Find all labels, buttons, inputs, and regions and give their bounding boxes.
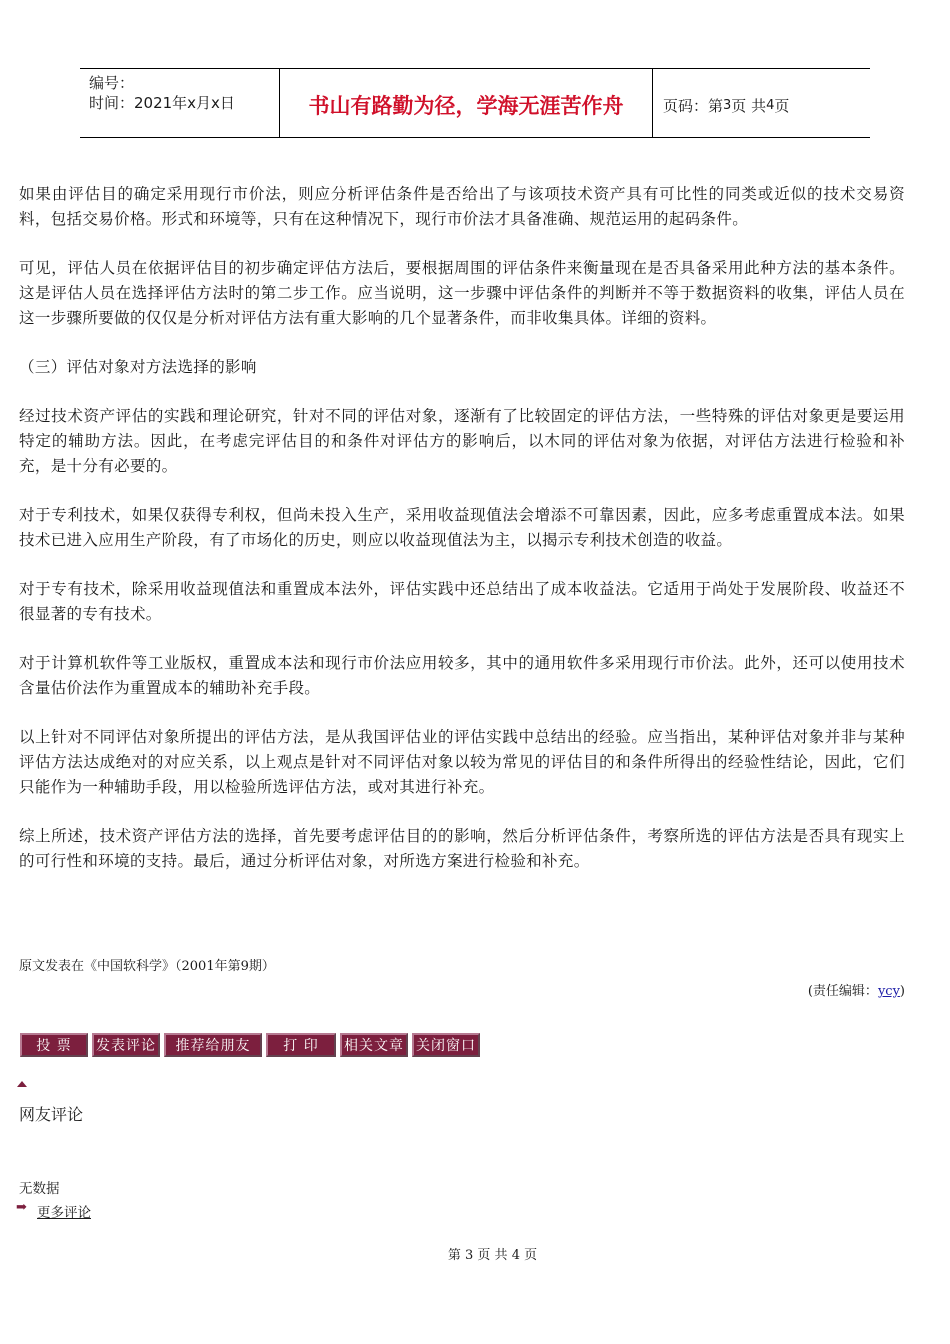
more-comments-link[interactable]: 更多评论 [37, 1205, 91, 1221]
header-page-info [653, 69, 870, 137]
source-note: 原文发表在《中国软科学》（2001年第9期） [19, 959, 275, 974]
post-comment-button[interactable]: 发表评论 [92, 1033, 160, 1057]
paragraph: 对于专利技术，如果仅获得专利权，但尚未投入生产，采用收益现值法会增添不可靠因素，因此，应多考虑重置成本法。如果技术已进入应用生产阶段，有了市场化的历史，则应以收益现值法为主，以揭示专利技术创造的收益。 [19, 506, 905, 549]
comments-title: 网友评论 [19, 1105, 84, 1124]
page-label: 页码：第 [663, 96, 724, 115]
page-of: 页 共 [731, 96, 767, 115]
editor-suffix: ) [899, 984, 905, 999]
page-footer: 第 3 页 共 4 页 [447, 1248, 538, 1263]
comments-empty: 无数据 [19, 1181, 60, 1197]
page-end: 页 [774, 96, 790, 115]
editor-link[interactable]: ycy [877, 984, 900, 999]
page-current: 3 [723, 97, 732, 113]
related-articles-button[interactable]: 相关文章 [340, 1033, 408, 1057]
editor-credit [808, 983, 905, 1001]
paragraph: 如果由评估目的确定采用现行市价法，则应分析评估条件是否给出了与该项技术资产具有可比性的同类或近似的技术交易资料，包括交易价格。形式和环境等，只有在这种情况下，现行市价法才具备准确、规范运用的起码条件。 [19, 185, 905, 228]
paragraph: 可见，评估人员在依据评估目的初步确定评估方法后，要根据周围的评估条件来衡量现在是否具备采用此种方法的基本条件。这是评估人员在选择评估方法时的第二步工作。应当说明，这一步骤中评估条件的判断并不等于数据资料的收集，评估人员在这一步骤所要做的仅仅是分析对评估方法有重大影响的几个显著条件，而非收集具体。详细的资料。 [19, 259, 905, 327]
recommend-button[interactable]: 推荐给朋友 [164, 1033, 262, 1057]
paragraph: 对于计算机软件等工业版权，重置成本法和现行市价法应用较多，其中的通用软件多采用现行市价法。此外，还可以使用技术含量估价法作为重置成本的辅助补充手段。 [19, 654, 905, 697]
paragraph: 以上针对不同评估对象所提出的评估方法，是从我国评估业的评估实践中总结出的经验。应当指出，某种评估对象并非与某种评估方法达成绝对的对应关系，以上观点是针对不同评估对象以较为常见的评估目的和条件所得出的经验性结论，因此，它们只能作为一种辅助手段，用以检验所选评估方法，或对其进行补充。 [19, 728, 905, 796]
header-motto: 书山有路勤为径，学海无涯苦作舟 [280, 69, 653, 137]
arrow-right-icon: ➡ [16, 1200, 27, 1215]
editor-prefix: (责任编辑： [807, 984, 878, 999]
time-label: 时间：2021年x月x日 [89, 94, 235, 112]
triangle-up-icon [17, 1081, 27, 1087]
paragraph: 综上所述，技术资产评估方法的选择，首先要考虑评估目的的影响，然后分析评估条件，考察所选的评估方法是否具有现实上的可行性和环境的支持。最后，通过分析评估对象，对所选方案进行检验和补充。 [19, 827, 905, 870]
paragraph: 对于专有技术，除采用收益现值法和重置成本法外，评估实践中还总结出了成本收益法。它适用于尚处于发展阶段、收益还不很显著的专有技术。 [19, 580, 905, 623]
number-label: 编号： [89, 74, 135, 92]
section-heading: （三）评估对象对方法选择的影响 [19, 358, 257, 376]
header-info [80, 69, 280, 137]
paragraph: 经过技术资产评估的实践和理论研究，针对不同的评估对象，逐渐有了比较固定的评估方法，一些特殊的评估对象更是要运用特定的辅助方法。因此，在考虑完评估目的和条件对评估方的影响后，以木同的评估对象为依据，对评估方法进行检验和补充，是十分有必要的。 [19, 407, 905, 475]
page-total: 4 [766, 97, 775, 113]
action-toolbar [20, 1033, 480, 1057]
article-body [19, 182, 905, 874]
vote-button[interactable]: 投 票 [20, 1033, 88, 1057]
close-window-button[interactable]: 关闭窗口 [412, 1033, 480, 1057]
page-header [80, 68, 870, 138]
print-button[interactable]: 打 印 [266, 1033, 336, 1057]
